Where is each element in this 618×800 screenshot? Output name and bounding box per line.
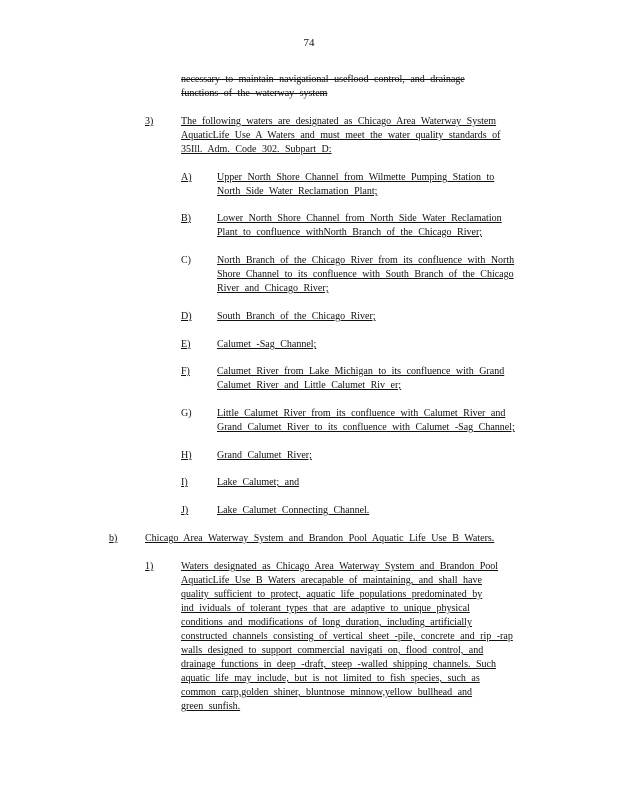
page-number: 74 <box>303 37 315 49</box>
text-line: green sunfish. <box>181 701 241 712</box>
text-line: Upper North Shore Channel from Wilmette Pumping Station to <box>217 172 495 183</box>
text-line: Lower North Shore Channel from North Side Water Reclamation <box>217 213 502 224</box>
subitem-f-text <box>217 365 504 393</box>
subitem-h-label: H) <box>181 450 192 461</box>
text-line: aquatic life may include, but is not limited to fish species, such as <box>181 673 480 684</box>
subitem-e-text <box>217 338 316 352</box>
subitem-a-label: A) <box>181 172 192 183</box>
text-line: Shore Channel to its confluence with South Branch of the Chicago <box>217 269 514 280</box>
subitem-d-text <box>217 310 376 324</box>
subitem-b-text <box>217 212 502 240</box>
text-line: Calumet River and Little Calumet Riv er; <box>217 380 402 391</box>
text-line: Grand Calumet River; <box>217 450 312 461</box>
text-line: Little Calumet River from its confluence with Calumet River and <box>217 408 506 419</box>
text-line: 35Ill. Adm. Code 302. Subpart D: <box>181 144 332 155</box>
text-line: Plant to confluence withNorth Branch of the Chicago River; <box>217 227 483 238</box>
struck-text <box>181 73 465 101</box>
subitem-c-text <box>217 254 514 296</box>
text-line: walls designed to support commercial navigati on, flood control, and <box>181 645 484 656</box>
subitem-b-label: B) <box>181 213 191 224</box>
subitem-h-text <box>217 449 312 463</box>
item-b1-text <box>181 560 513 714</box>
subitem-j-label: J) <box>181 505 189 516</box>
struck-line: necessary to maintain navigational useflood control, and drainage <box>181 74 465 85</box>
text-line: South Branch of the Chicago River; <box>217 311 376 322</box>
item-b1-label: 1) <box>145 561 154 572</box>
text-line: AquaticLife Use B Waters arecapable of maintaining, and shall have <box>181 575 482 586</box>
subitem-c-label: C) <box>181 255 191 266</box>
subitem-g-label: G) <box>181 408 192 419</box>
subitem-f-label: F) <box>181 366 190 377</box>
section-b-heading: Chicago Area Waterway System and Brandon Pool Aquatic Life Use B Waters. <box>145 533 495 544</box>
text-line: North Side Water Reclamation Plant; <box>217 186 378 197</box>
item-3-text <box>181 115 500 157</box>
struck-line: functions of the waterway system <box>181 88 328 99</box>
text-line: North Branch of the Chicago River from its confluence with North <box>217 255 515 266</box>
text-line: Calumet River from Lake Michigan to its confluence with Grand <box>217 366 505 377</box>
text-line: quality sufficient to protect, aquatic life populations predominated by <box>181 589 483 600</box>
text-line: common carp,golden shiner, bluntnose minnow,yellow bullhead and <box>181 687 473 698</box>
section-b-label: b) <box>109 533 118 544</box>
text-line: ind ividuals of tolerant types that are adaptive to unique physical <box>181 603 470 614</box>
text-line: Lake Calumet Connecting Channel. <box>217 505 370 516</box>
subitem-e-label: E) <box>181 339 191 350</box>
text-line: Grand Calumet River to its confluence with Calumet -Sag Channel; <box>217 422 515 433</box>
subitem-g-text <box>217 407 515 435</box>
text-line: Lake Calumet; and <box>217 477 300 488</box>
subitem-a-text <box>217 171 494 199</box>
text-line: Calumet -Sag Channel; <box>217 339 317 350</box>
text-line: AquaticLife Use A Waters and must meet the water quality standards of <box>181 130 501 141</box>
subitem-i-text <box>217 476 299 490</box>
subitem-j-text <box>217 504 369 518</box>
item-3-label: 3) <box>145 116 154 127</box>
text-line: The following waters are designated as Chicago Area Waterway System <box>181 116 497 127</box>
text-line: Waters designated as Chicago Area Waterway System and Brandon Pool <box>181 561 499 572</box>
text-line: River and Chicago River; <box>217 283 329 294</box>
subitem-d-label: D) <box>181 311 192 322</box>
text-line: conditions and modifications of long duration, including artificially <box>181 617 472 628</box>
text-line: constructed channels consisting of vertical sheet -pile, concrete and rip -rap <box>181 631 513 642</box>
subitem-i-label: I) <box>181 477 188 488</box>
text-line: drainage functions in deep -draft, steep -walled shipping channels. Such <box>181 659 496 670</box>
